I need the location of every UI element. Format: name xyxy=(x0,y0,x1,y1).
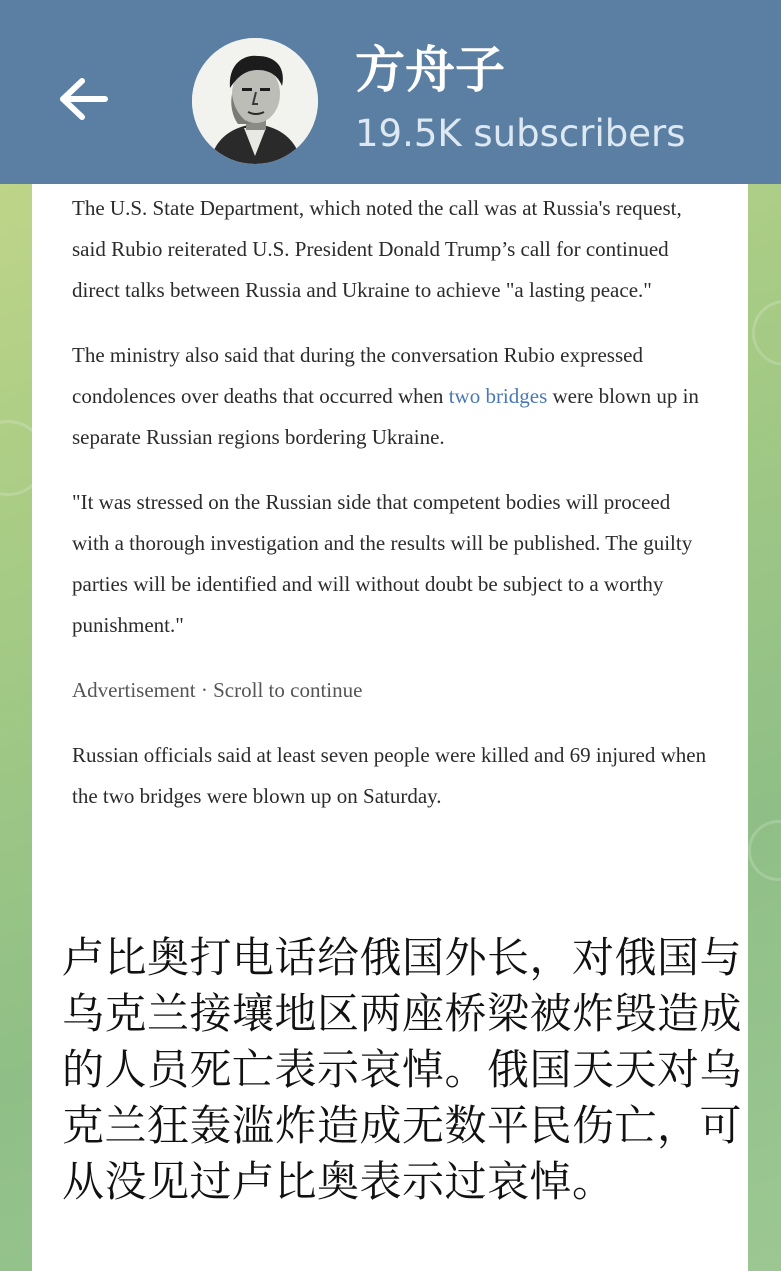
two-bridges-link[interactable]: two bridges xyxy=(448,384,548,408)
article-text: were blown up in separate Russian regions bordering Ukraine. xyxy=(72,384,699,449)
article-text: The ministry also said that during the conversation Rubio expressed condolences over deaths that occurred when xyxy=(72,343,643,408)
article-paragraph: Russian officials said at least seven people were killed and 69 injured when the two bridges were blown up on Saturday. xyxy=(72,743,707,808)
portrait-icon xyxy=(192,38,318,164)
arrow-left-icon xyxy=(57,77,109,121)
article-paragraph xyxy=(72,335,712,458)
article-paragraph: The U.S. State Department, which noted the call was at Russia's request, said Rubio reiterated U.S. President Donald Trump’s call for continued direct talks between Russia and Ukraine to achieve "a lasting peace." xyxy=(72,196,682,302)
channel-avatar[interactable] xyxy=(192,38,318,164)
article-paragraph: "It was stressed on the Russian side that competent bodies will proceed with a thorough investigation and the results will be published. The guilty parties will be identified and will without doubt be subject to a worthy punishment." xyxy=(72,490,693,637)
channel-header xyxy=(0,0,781,184)
advertisement-note: Advertisement · Scroll to continue xyxy=(72,678,363,702)
message-caption: 卢比奥打电话给俄国外长，对俄国与乌克兰接壤地区两座桥梁被炸毁造成的人员死亡表示哀悼。俄国天天对乌克兰狂轰滥炸造成无数平民伤亡，可从没见过卢比奥表示过哀悼。 xyxy=(62,933,743,1206)
background-doodle xyxy=(752,300,781,366)
article-screenshot xyxy=(72,188,712,841)
channel-title[interactable]: 方舟子 xyxy=(355,41,505,99)
background-doodle xyxy=(748,820,781,881)
back-button[interactable] xyxy=(52,68,114,130)
subscriber-count: 19.5K subscribers xyxy=(355,112,686,155)
